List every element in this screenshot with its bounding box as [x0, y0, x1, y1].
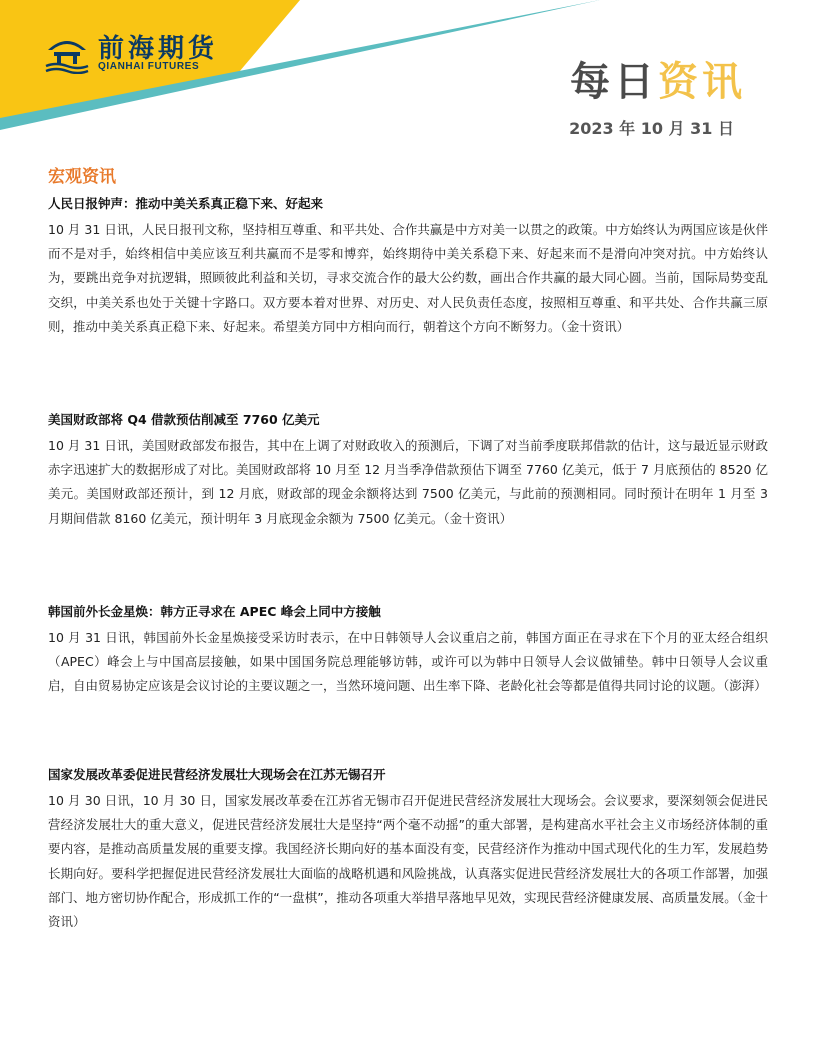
article-body: 10 月 31 日讯，韩国前外长金星焕接受采访时表示，在中日韩领导人会议重启之前，韩国方面正在寻求在下个月的亚太经合组织（APEC）峰会上与中国高层接触，如果中国国务院总理能够访韩，或许可以为韩中日领导人会议做铺垫。韩中日领导人会议重启，自由贸易协定应该是会议讨论的主要议题之一，当然环境问题、出生率下降、老龄化社会等都是值得共同讨论的议题。（澎湃） [48, 630, 768, 694]
article-body: 10 月 31 日讯，美国财政部发布报告，其中在上调了对财政收入的预测后，下调了对当前季度联邦借款的估计，这与最近显示财政赤字迅速扩大的数据形成了对比。美国财政部将 10 月至 12 月当季净借款预估下调至 7760 亿美元，低于 7 月底预估的 8520 亿美元。美国财政部还预计，到 12 月底，财政部的现金余额将达到 7500 亿美元，与此前的预测相同。同时预计在明年 1 月至 3 月期间借款 8160 亿美元，预计明年 3 月底现金余额为 7500 亿美元。（金十资讯） [48, 438, 768, 526]
article-headline: 人民日报钟声：推动中美关系真正稳下来、好起来 [48, 196, 324, 211]
article-headline: 美国财政部将 Q4 借款预估削减至 7760 亿美元 [48, 412, 320, 427]
news-article [48, 194, 768, 339]
logo-name-cn: 前海期货 [98, 34, 219, 64]
section-heading: 宏观资讯 [48, 167, 116, 187]
news-article [48, 765, 768, 934]
page-title-part2: 资讯 [658, 59, 746, 105]
news-article [48, 602, 768, 699]
page-title-part1: 每日 [570, 59, 658, 105]
article-body: 10 月 30 日讯，10 月 30 日，国家发展改革委在江苏省无锡市召开促进民营经济发展壮大现场会。会议要求，要深刻领会促进民营经济发展壮大的重大意义，促进民营经济发展壮大是坚持“两个毫不动摇”的重大部署，是构建高水平社会主义市场经济体制的重要内容，是推动高质量发展的重要支撑。我国经济长期向好的基本面没有变，民营经济作为推动中国式现代化的生力军，发展趋势长期向好。要科学把握促进民营经济发展壮大面临的战略机遇和风险挑战，认真落实促进民营经济发展壮大的各项工作部署，加强部门、地方密切协作配合，形成抓工作的“一盘棋”，推动各项重大举措早落地早见效，实现民营经济健康发展、高质量发展。（金十资讯） [48, 793, 768, 930]
company-logo [44, 26, 244, 86]
logo-mark-icon [44, 30, 90, 74]
news-article [48, 410, 768, 531]
article-headline: 国家发展改革委促进民营经济发展壮大现场会在江苏无锡召开 [48, 767, 386, 782]
report-date: 2023 年 10 月 31 日 [569, 119, 734, 138]
logo-name-en: QIANHAI FUTURES [98, 61, 200, 72]
article-body: 10 月 31 日讯，人民日报刊文称，坚持相互尊重、和平共处、合作共赢是中方对美一以贯之的政策。中方始终认为两国应该是伙伴而不是对手，始终相信中美应该互利共赢而不是零和博弈，始终期待中美关系稳下来、好起来而不是滑向冲突对抗。中方始终认为，要跳出竞争对抗逻辑，照顾彼此利益和关切，寻求交流合作的最大公约数，画出合作共赢的最大同心圆。当前，国际局势变乱交织，中美关系也处于关键十字路口。双方要本着对世界、对历史、对人民负责任态度，按照相互尊重、和平共处、合作共赢三原则，推动中美关系真正稳下来、好起来。希望美方同中方相向而行，朝着这个方向不断努力。（金十资讯） [48, 222, 768, 334]
page-title [570, 50, 746, 107]
article-headline: 韩国前外长金星焕：韩方正寻求在 APEC 峰会上同中方接触 [48, 604, 381, 619]
